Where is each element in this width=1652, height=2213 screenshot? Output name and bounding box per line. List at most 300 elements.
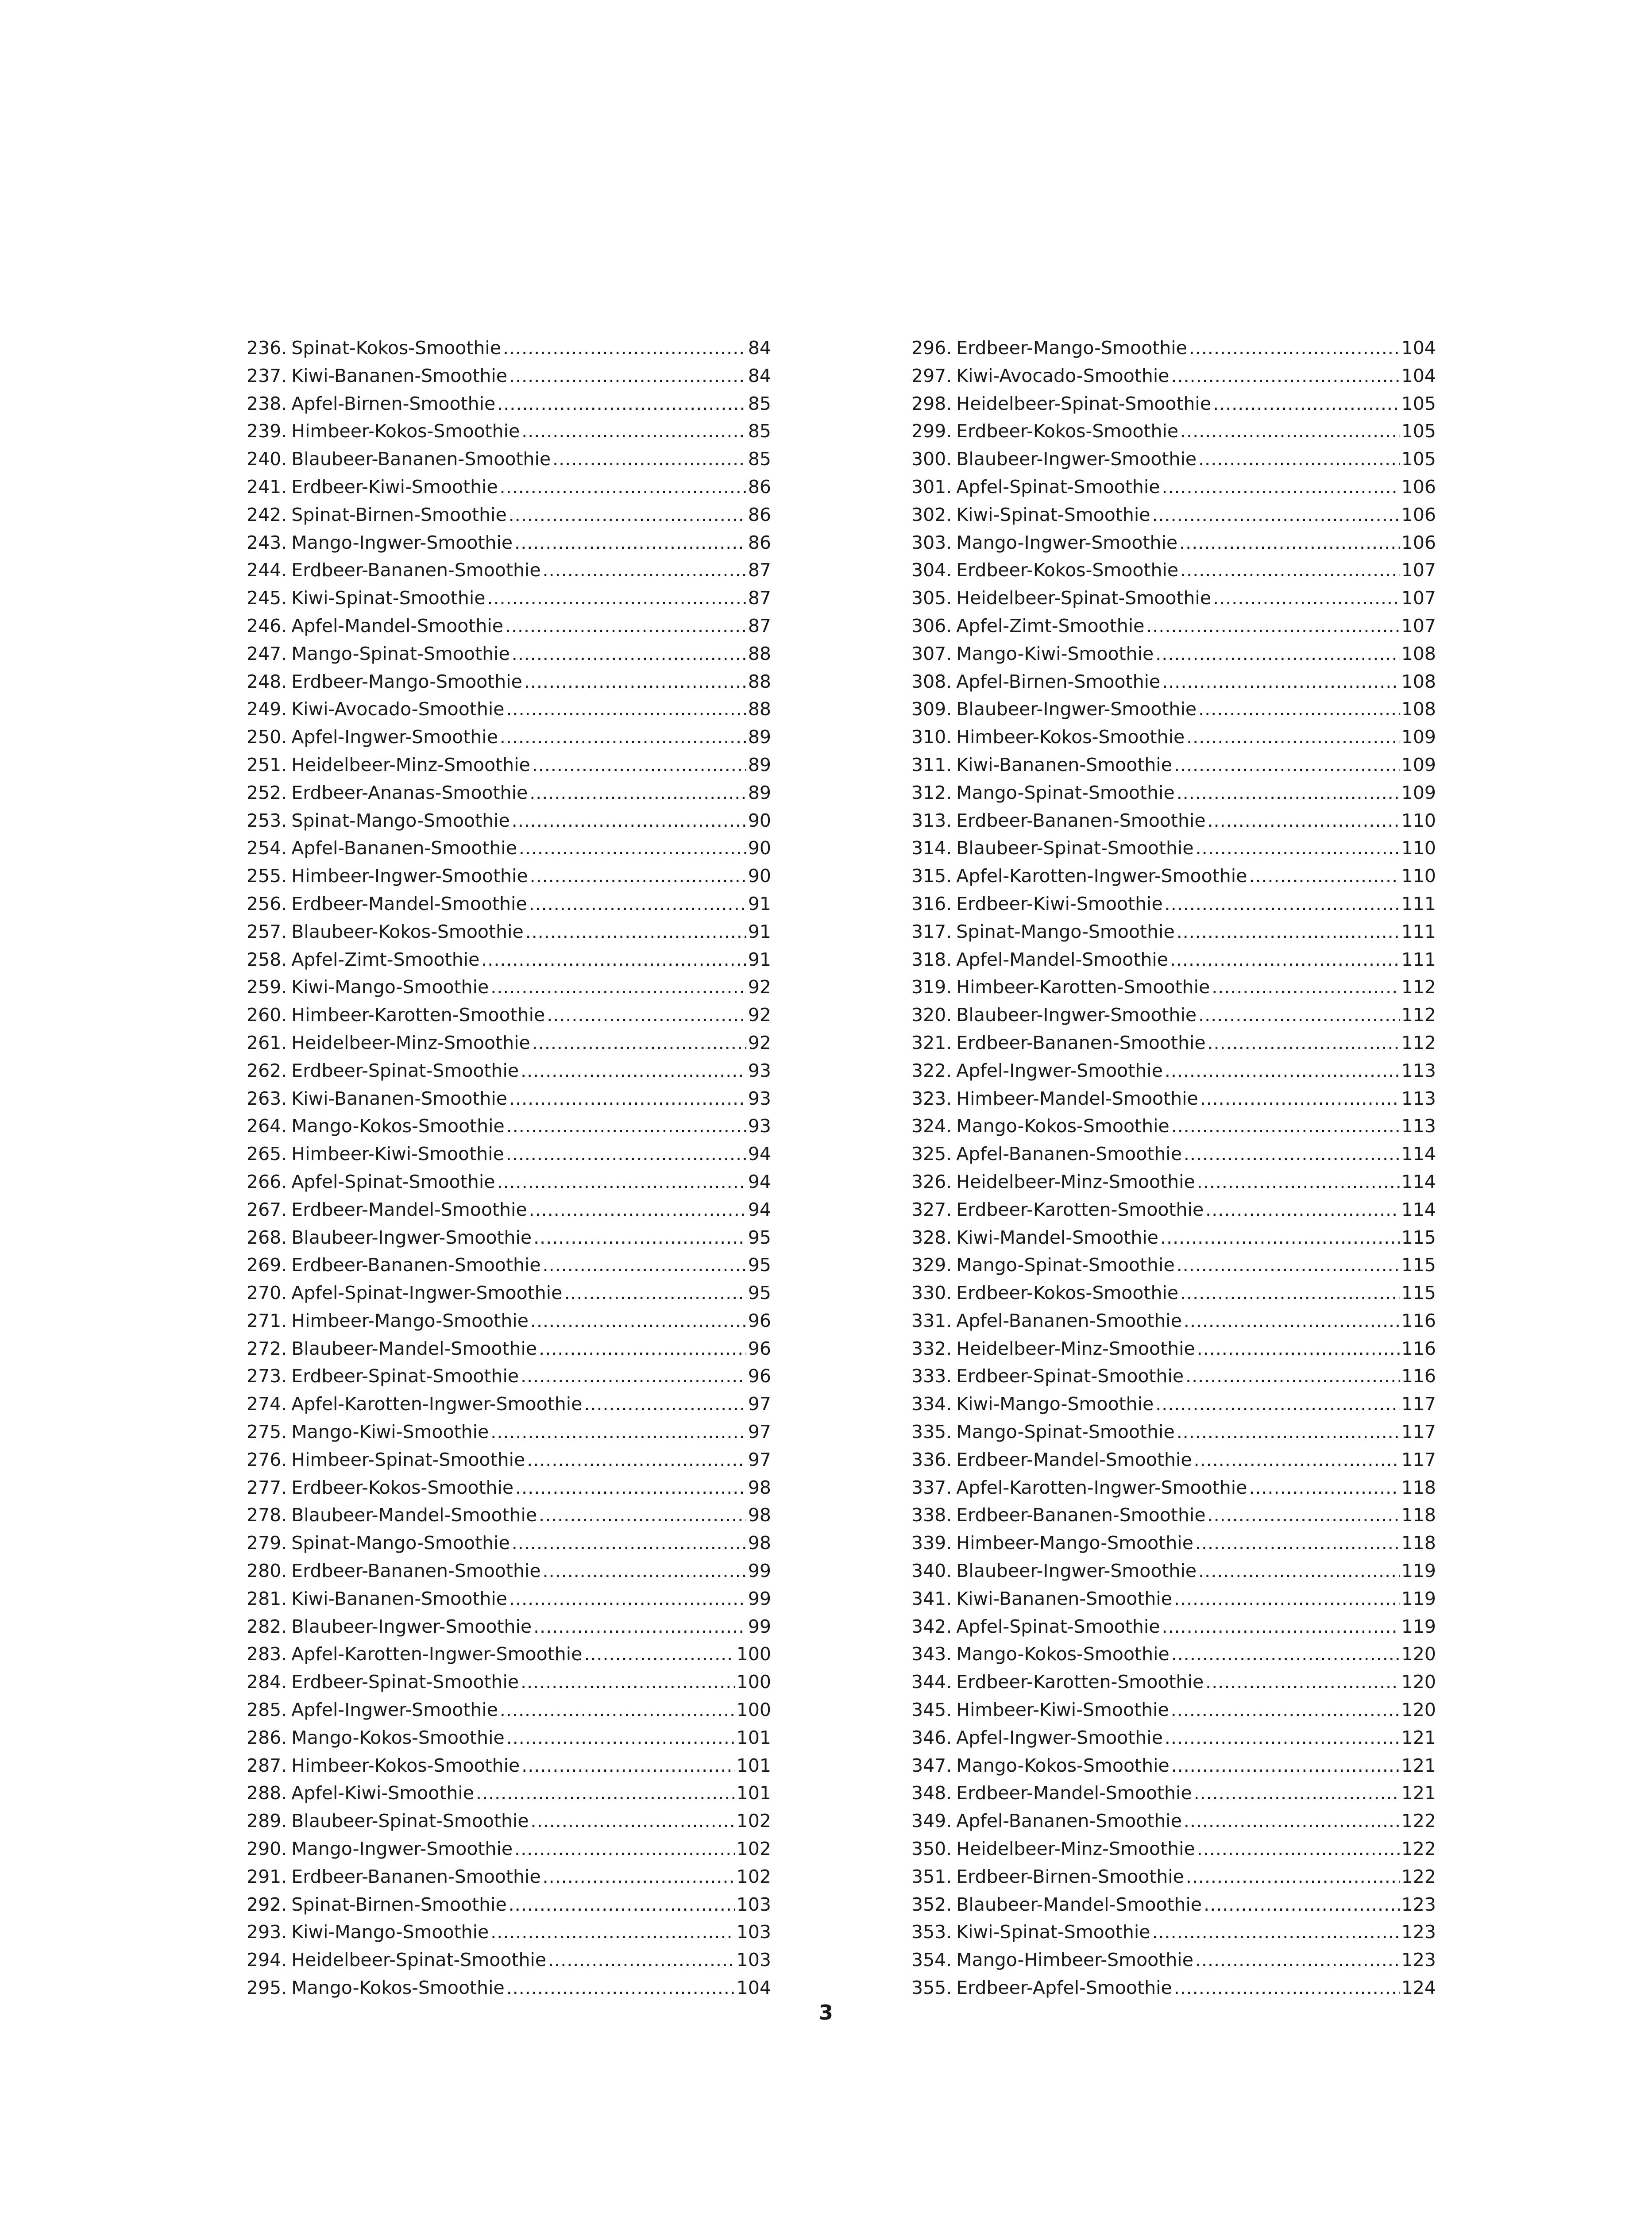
toc-entry[interactable] [247,556,771,584]
toc-entry-number: 278. [247,1504,287,1526]
toc-entry-title: Apfel-Zimt-Smoothie [956,615,1145,636]
toc-entry-title: Apfel-Spinat-Smoothie [956,1615,1160,1637]
toc-entry-page: 97 [748,1393,771,1415]
toc-entry[interactable] [247,584,771,612]
toc-entry-number: 332. [911,1338,952,1359]
toc-entry-number: 274. [247,1393,287,1415]
toc-entry[interactable] [247,918,771,946]
dot-leader [1174,1974,1400,2002]
dot-leader [514,529,746,557]
toc-entry-page: 108 [1401,671,1436,692]
toc-entry-title: Himbeer-Ingwer-Smoothie [291,865,528,887]
toc-entry-page: 122 [1401,1866,1436,1887]
toc-entry-page: 95 [748,1226,771,1248]
toc-entry[interactable] [247,1307,771,1335]
toc-entry-page: 98 [748,1504,771,1526]
toc-entry[interactable] [911,556,1436,584]
toc-entry-page: 102 [736,1866,771,1887]
dot-leader [1165,1057,1400,1085]
toc-entry-title: Erdbeer-Mango-Smoothie [291,671,522,692]
toc-entry[interactable] [247,445,771,473]
toc-entry[interactable] [247,1418,771,1446]
toc-entry-number: 283. [247,1643,287,1665]
toc-entry-title: Apfel-Karotten-Ingwer-Smoothie [291,1643,583,1665]
toc-entry[interactable] [911,695,1436,723]
toc-entry-title: Apfel-Bananen-Smoothie [291,837,517,859]
toc-entry[interactable] [247,1696,771,1724]
dot-leader [506,1112,746,1140]
toc-entry-page: 86 [748,532,771,553]
toc-entry-title: Blaubeer-Spinat-Smoothie [291,1810,529,1832]
dot-leader [1208,807,1400,835]
toc-entry[interactable] [911,1918,1436,1946]
toc-entry-page: 123 [1401,1893,1436,1915]
toc-entry[interactable] [247,1613,771,1641]
toc-entry-title: Mango-Kiwi-Smoothie [291,1421,489,1443]
toc-entry-page: 87 [748,559,771,581]
toc-entry-number: 271. [247,1310,287,1331]
toc-entry[interactable] [911,807,1436,835]
toc-entry[interactable] [911,334,1436,362]
toc-entry[interactable] [247,1807,771,1835]
toc-entry[interactable] [247,529,771,557]
toc-entry-number: 247. [247,643,287,664]
toc-entry[interactable] [911,1029,1436,1057]
toc-entry[interactable] [911,1501,1436,1529]
toc-entry-page: 91 [748,948,771,970]
toc-entry-number: 300. [911,448,952,470]
dot-leader [1195,1529,1400,1557]
toc-entry-number: 291. [247,1866,287,1887]
toc-entry-number: 343. [911,1643,952,1665]
toc-entry[interactable] [247,668,771,696]
dot-leader [530,862,746,890]
toc-entry-title: Mango-Kiwi-Smoothie [956,643,1154,664]
dot-leader [512,807,746,835]
toc-entry-title: Apfel-Bananen-Smoothie [956,1143,1182,1165]
toc-entry-title: Apfel-Bananen-Smoothie [956,1310,1182,1331]
toc-entry[interactable] [911,723,1436,751]
toc-entry-title: Erdbeer-Mandel-Smoothie [291,893,527,914]
toc-entry[interactable] [911,584,1436,612]
toc-entry-title: Erdbeer-Bananen-Smoothie [291,1254,541,1276]
dot-leader [1204,1891,1400,1919]
toc-entry-page: 102 [736,1810,771,1832]
dot-leader [503,334,746,362]
toc-entry-number: 346. [911,1727,952,1748]
toc-entry[interactable] [911,890,1436,918]
toc-entry[interactable] [911,1418,1436,1446]
toc-entry[interactable] [911,1168,1436,1196]
toc-entry[interactable] [247,390,771,418]
toc-entry-number: 277. [247,1477,287,1498]
toc-entry[interactable] [247,1585,771,1613]
toc-entry[interactable] [247,334,771,362]
dot-leader [1249,1474,1399,1502]
toc-entry-page: 121 [1401,1727,1436,1748]
dot-leader [531,1807,735,1835]
toc-entry[interactable] [247,834,771,862]
toc-entry-page: 117 [1401,1421,1436,1443]
toc-entry[interactable] [247,1057,771,1085]
toc-entry[interactable] [911,1446,1436,1474]
toc-entry-title: Kiwi-Bananen-Smoothie [956,1588,1172,1609]
toc-entry[interactable] [911,1835,1436,1863]
toc-entry-number: 261. [247,1032,287,1053]
toc-entry-title: Blaubeer-Mandel-Smoothie [956,1893,1202,1915]
toc-entry[interactable] [247,1501,771,1529]
toc-entry-number: 297. [911,365,952,386]
toc-entry[interactable] [911,1251,1436,1279]
toc-entry-number: 320. [911,1004,952,1026]
toc-entry[interactable] [247,1668,771,1696]
toc-entry-title: Heidelbeer-Minz-Smoothie [956,1171,1195,1192]
dot-leader [1213,584,1400,612]
toc-entry[interactable] [911,751,1436,779]
toc-entry[interactable] [911,1613,1436,1641]
toc-entry-page: 91 [748,893,771,914]
toc-entry[interactable] [247,1335,771,1363]
toc-entry-page: 123 [1401,1921,1436,1943]
toc-entry[interactable] [911,1779,1436,1807]
dot-leader [519,834,746,862]
toc-entry[interactable] [247,1085,771,1113]
toc-entry-title: Himbeer-Kiwi-Smoothie [291,1143,504,1165]
toc-entry-number: 341. [911,1588,952,1609]
toc-entry[interactable] [247,1640,771,1668]
toc-entry[interactable] [247,1779,771,1807]
dot-leader [1171,362,1400,390]
toc-entry-page: 120 [1401,1671,1436,1693]
toc-entry[interactable] [911,1696,1436,1724]
toc-entry[interactable] [911,1585,1436,1613]
toc-entry[interactable] [247,1974,771,2002]
toc-entry-page: 95 [748,1254,771,1276]
dot-leader [529,1196,746,1224]
toc-entry-title: Erdbeer-Kokos-Smoothie [956,559,1179,581]
toc-entry[interactable] [911,779,1436,807]
toc-entry[interactable] [247,1279,771,1307]
toc-entry-title: Erdbeer-Mandel-Smoothie [956,1782,1192,1804]
toc-entry-page: 97 [748,1449,771,1470]
toc-entry-page: 93 [748,1115,771,1137]
dot-leader [548,1946,735,1974]
toc-entry[interactable] [247,1529,771,1557]
toc-entry-title: Kiwi-Bananen-Smoothie [291,365,507,386]
dot-leader [1165,1724,1400,1752]
dot-leader [500,473,746,501]
toc-entry[interactable] [911,1724,1436,1752]
toc-entry-page: 99 [748,1615,771,1637]
toc-entry-title: Apfel-Ingwer-Smoothie [291,726,498,748]
page-number: 3 [818,2001,833,2024]
toc-entry-title: Himbeer-Mango-Smoothie [291,1310,529,1331]
toc-entry[interactable] [247,362,771,390]
toc-entry-page: 84 [748,337,771,359]
toc-entry-number: 301. [911,476,952,497]
toc-entry[interactable] [911,1224,1436,1252]
toc-entry-title: Erdbeer-Spinat-Smoothie [291,1060,519,1081]
toc-entry-number: 304. [911,559,952,581]
toc-entry-page: 106 [1401,476,1436,497]
toc-entry-page: 92 [748,1032,771,1053]
dot-leader [524,668,746,696]
dot-leader [521,417,746,445]
toc-entry-number: 330. [911,1282,952,1304]
toc-entry-number: 348. [911,1782,952,1804]
toc-entry-page: 85 [748,420,771,442]
toc-entry[interactable] [911,1752,1436,1780]
toc-entry-number: 314. [911,837,952,859]
toc-entry[interactable] [247,1251,771,1279]
toc-entry[interactable] [247,1557,771,1585]
toc-entry-page: 96 [748,1338,771,1359]
toc-entry[interactable] [247,1752,771,1780]
toc-entry[interactable] [911,390,1436,418]
toc-entry[interactable] [911,918,1436,946]
toc-entry[interactable] [247,1724,771,1752]
toc-entry[interactable] [911,1362,1436,1390]
toc-entry-title: Heidelbeer-Minz-Smoothie [291,754,530,775]
toc-entry[interactable] [247,1835,771,1863]
toc-entry-page: 116 [1401,1310,1436,1331]
toc-entry-title: Erdbeer-Kokos-Smoothie [291,1477,514,1498]
toc-entry-title: Himbeer-Kokos-Smoothie [291,420,520,442]
toc-entry-title: Himbeer-Mango-Smoothie [956,1532,1193,1554]
toc-entry-title: Apfel-Ingwer-Smoothie [956,1060,1163,1081]
toc-entry[interactable] [247,1029,771,1057]
toc-entry-number: 299. [911,420,952,442]
dot-leader [1152,1918,1400,1946]
dot-leader [521,1752,735,1780]
toc-entry-number: 264. [247,1115,287,1137]
toc-entry-page: 105 [1401,448,1436,470]
toc-entry-number: 345. [911,1699,952,1721]
toc-entry[interactable] [911,362,1436,390]
toc-entry[interactable] [911,640,1436,668]
dot-leader [1162,1613,1399,1641]
toc-entry[interactable] [247,640,771,668]
dot-leader [490,1918,734,1946]
toc-entry[interactable] [247,1112,771,1140]
toc-entry-page: 112 [1401,1032,1436,1053]
dot-leader [1194,1446,1400,1474]
toc-entry-page: 115 [1401,1282,1436,1304]
toc-entry-page: 89 [748,726,771,748]
toc-entry-number: 294. [247,1949,287,1971]
dot-leader [552,445,746,473]
toc-entry[interactable] [911,668,1436,696]
toc-entry-number: 286. [247,1727,287,1748]
toc-entry-page: 103 [736,1893,771,1915]
toc-entry-number: 255. [247,865,287,887]
toc-entry-page: 111 [1401,893,1436,914]
toc-entry[interactable] [911,1001,1436,1029]
toc-entry-page: 117 [1401,1393,1436,1415]
toc-entry[interactable] [247,1140,771,1168]
toc-entry-page: 122 [1401,1810,1436,1832]
toc-entry-title: Apfel-Ingwer-Smoothie [291,1699,498,1721]
toc-entry[interactable] [911,1140,1436,1168]
toc-entry-page: 112 [1401,1004,1436,1026]
toc-entry-number: 293. [247,1921,287,1943]
toc-entry[interactable] [911,1335,1436,1363]
toc-entry[interactable] [911,973,1436,1001]
toc-entry-title: Erdbeer-Ananas-Smoothie [291,782,528,803]
toc-entry[interactable] [247,1946,771,1974]
toc-entry-title: Spinat-Birnen-Smoothie [291,1893,507,1915]
toc-entry[interactable] [247,612,771,640]
dot-leader [1196,834,1400,862]
dot-leader [1186,1863,1400,1891]
toc-entry[interactable] [911,1557,1436,1585]
toc-entry-title: Erdbeer-Kokos-Smoothie [956,1282,1179,1304]
toc-entry-page: 119 [1401,1615,1436,1637]
toc-entry-number: 355. [911,1977,952,1999]
dot-leader [1171,1112,1400,1140]
dot-leader [521,1057,746,1085]
toc-entry[interactable] [911,1085,1436,1113]
toc-entry-title: Himbeer-Kokos-Smoothie [956,726,1185,748]
toc-entry[interactable] [247,417,771,445]
toc-entry[interactable] [247,862,771,890]
toc-entry-number: 245. [247,587,287,609]
toc-entry-page: 88 [748,671,771,692]
toc-entry-number: 306. [911,615,952,636]
toc-entry[interactable] [911,1390,1436,1418]
toc-entry[interactable] [911,1279,1436,1307]
toc-entry-page: 120 [1401,1699,1436,1721]
dot-leader [1146,612,1399,640]
toc-entry[interactable] [247,695,771,723]
toc-entry[interactable] [247,751,771,779]
toc-entry-number: 257. [247,921,287,942]
toc-entry-number: 289. [247,1810,287,1832]
toc-entry[interactable] [247,1474,771,1502]
toc-entry[interactable] [911,1057,1436,1085]
toc-entry[interactable] [247,946,771,974]
toc-entry[interactable] [247,1390,771,1418]
toc-entry[interactable] [247,890,771,918]
dot-leader [505,612,746,640]
toc-entry[interactable] [911,1863,1436,1891]
toc-entry[interactable] [247,473,771,501]
toc-entry[interactable] [911,1668,1436,1696]
toc-entry-number: 292. [247,1893,287,1915]
toc-entry-page: 119 [1401,1588,1436,1609]
toc-entry[interactable] [911,1946,1436,1974]
toc-entry[interactable] [247,1196,771,1224]
dot-leader [539,1335,746,1363]
toc-entry-page: 94 [748,1171,771,1192]
dot-leader [1195,1946,1400,1974]
toc-entry[interactable] [247,779,771,807]
toc-entry[interactable] [911,473,1436,501]
toc-entry[interactable] [911,529,1436,557]
dot-leader [1184,1807,1400,1835]
toc-entry[interactable] [911,1891,1436,1919]
toc-entry-page: 89 [748,754,771,775]
toc-entry-title: Erdbeer-Apfel-Smoothie [956,1977,1172,1999]
toc-entry[interactable] [247,501,771,529]
toc-entry[interactable] [247,1891,771,1919]
toc-entry-number: 279. [247,1532,287,1554]
toc-entry-page: 99 [748,1560,771,1582]
toc-entry-number: 333. [911,1365,952,1387]
toc-entry-page: 121 [1401,1782,1436,1804]
toc-entry[interactable] [911,445,1436,473]
toc-entry-title: Himbeer-Kiwi-Smoothie [956,1699,1169,1721]
toc-entry[interactable] [911,1474,1436,1502]
toc-entry[interactable] [911,1807,1436,1835]
toc-entry[interactable] [247,1001,771,1029]
toc-entry-title: Apfel-Mandel-Smoothie [956,948,1168,970]
toc-entry-title: Mango-Himbeer-Smoothie [956,1949,1193,1971]
toc-entry-page: 117 [1401,1449,1436,1470]
toc-entry[interactable] [247,1168,771,1196]
dot-leader [1185,1362,1400,1390]
toc-entry-number: 319. [911,976,952,998]
toc-entry[interactable] [247,973,771,1001]
dot-leader [543,1863,735,1891]
toc-entry-title: Apfel-Spinat-Ingwer-Smoothie [291,1282,563,1304]
toc-entry[interactable] [247,807,771,835]
toc-entry[interactable] [911,1112,1436,1140]
toc-entry-page: 101 [736,1782,771,1804]
dot-leader [1174,751,1400,779]
toc-entry[interactable] [911,946,1436,974]
toc-entry-title: Erdbeer-Mandel-Smoothie [291,1199,527,1220]
toc-entry-number: 336. [911,1449,952,1470]
toc-entry-number: 321. [911,1032,952,1053]
toc-entry-number: 268. [247,1226,287,1248]
toc-entry-number: 272. [247,1338,287,1359]
toc-entry[interactable] [911,1307,1436,1335]
toc-entry-page: 87 [748,615,771,636]
toc-entry[interactable] [911,834,1436,862]
toc-entry[interactable] [247,1224,771,1252]
toc-entry-page: 114 [1401,1199,1436,1220]
dot-leader [500,1696,735,1724]
dot-leader [543,556,746,584]
toc-entry[interactable] [911,417,1436,445]
toc-entry-number: 334. [911,1393,952,1415]
toc-entry-title: Erdbeer-Bananen-Smoothie [956,1504,1206,1526]
toc-entry[interactable] [911,1196,1436,1224]
toc-entry[interactable] [247,1362,771,1390]
toc-entry-number: 244. [247,559,287,581]
toc-entry[interactable] [911,1974,1436,2002]
toc-entry[interactable] [911,501,1436,529]
dot-leader [1180,1279,1400,1307]
toc-entry-number: 290. [247,1838,287,1860]
dot-leader [509,501,746,529]
toc-entry[interactable] [247,1863,771,1891]
toc-entry-title: Apfel-Karotten-Ingwer-Smoothie [956,1477,1247,1498]
toc-entry-number: 308. [911,671,952,692]
toc-entry-title: Heidelbeer-Minz-Smoothie [956,1338,1195,1359]
toc-entry[interactable] [247,723,771,751]
toc-entry[interactable] [911,612,1436,640]
toc-entry-title: Erdbeer-Mango-Smoothie [956,337,1187,359]
toc-entry[interactable] [911,1529,1436,1557]
toc-entry[interactable] [911,1640,1436,1668]
toc-entry-number: 295. [247,1977,287,1999]
toc-entry[interactable] [247,1918,771,1946]
toc-entry[interactable] [911,862,1436,890]
toc-entry[interactable] [247,1446,771,1474]
toc-entry-title: Heidelbeer-Spinat-Smoothie [291,1949,547,1971]
